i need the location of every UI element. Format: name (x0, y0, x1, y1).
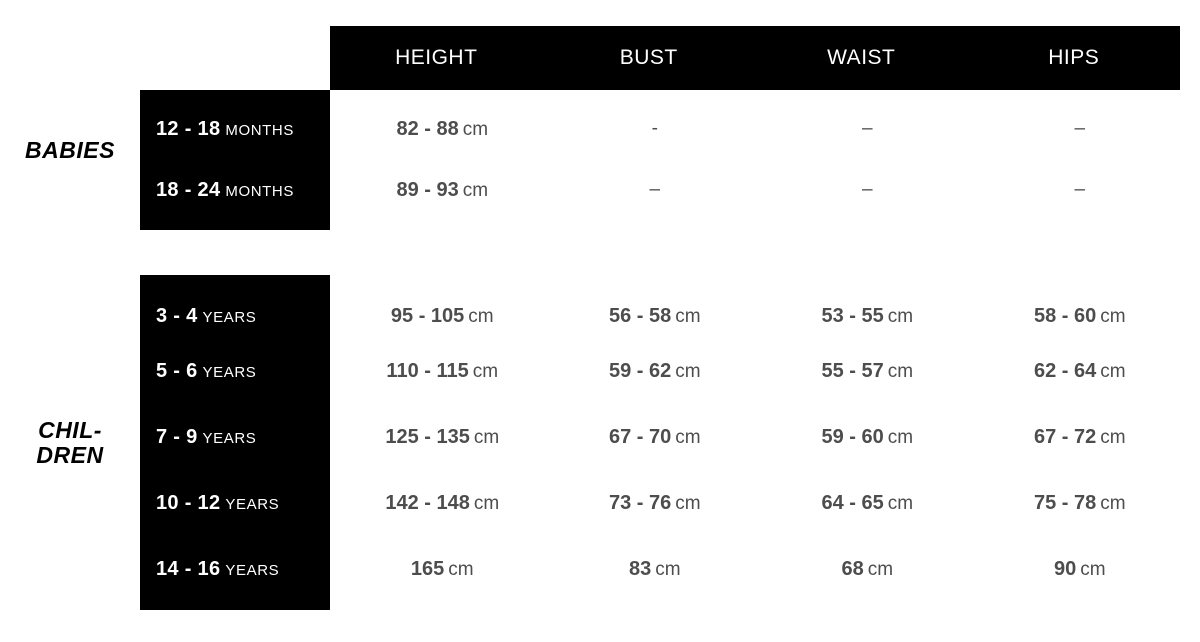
size-range: 5 - 6 (156, 359, 198, 382)
cell-hips: – (1074, 118, 1086, 139)
size-cell (140, 179, 330, 202)
cell-height: 95 - 105 cm (390, 304, 494, 327)
column-header-bust: BUST (619, 46, 678, 69)
cell-height: 89 - 93 cm (396, 178, 489, 201)
table-row (140, 538, 1180, 600)
cell-height: 125 - 135 cm (385, 425, 500, 448)
size-unit: MONTHS (225, 121, 294, 139)
size-range: 18 - 24 (156, 178, 221, 201)
cell-height: 110 - 115 cm (386, 359, 499, 382)
group-label-children-line1: CHIL- (38, 417, 102, 443)
size-unit: YEARS (225, 495, 280, 513)
measurement-cells (330, 98, 1180, 160)
table-row (140, 406, 1180, 468)
cell-bust: 83 cm (628, 557, 681, 580)
measurement-cells (330, 340, 1180, 402)
size-cell (140, 426, 330, 449)
cell-waist: 55 - 57 cm (821, 359, 914, 382)
size-unit: YEARS (202, 429, 257, 447)
cell-bust: – (649, 179, 661, 200)
size-range: 7 - 9 (156, 425, 198, 448)
cell-height: 165 cm (410, 557, 474, 580)
column-header-height: HEIGHT (395, 46, 478, 69)
cell-height: 142 - 148 cm (385, 491, 500, 514)
cell-waist: 68 cm (841, 557, 894, 580)
column-header-waist: WAIST (827, 46, 896, 69)
cell-bust: 56 - 58 cm (608, 304, 701, 327)
size-range: 14 - 16 (156, 557, 221, 580)
column-header-hips: HIPS (1048, 46, 1100, 69)
cell-hips: 62 - 64 cm (1033, 359, 1126, 382)
cell-bust: - (651, 118, 658, 139)
measurement-cells (330, 472, 1180, 534)
cell-bust: 67 - 70 cm (608, 425, 701, 448)
cell-hips: 67 - 72 cm (1033, 425, 1126, 448)
cell-hips: 75 - 78 cm (1033, 491, 1126, 514)
cell-waist: 64 - 65 cm (821, 491, 914, 514)
cell-hips: 90 cm (1053, 557, 1106, 580)
measurement-cells (330, 285, 1180, 347)
table-row (140, 285, 1180, 347)
cell-bust: 73 - 76 cm (608, 491, 701, 514)
group-label-babies: BABIES (25, 137, 115, 163)
size-range: 3 - 4 (156, 304, 198, 327)
size-range: 10 - 12 (156, 491, 221, 514)
cell-hips: 58 - 60 cm (1033, 304, 1126, 327)
table-row (140, 472, 1180, 534)
cell-waist: – (861, 179, 873, 200)
table-header-row (330, 26, 1180, 90)
size-unit: MONTHS (225, 182, 294, 200)
cell-height: 82 - 88 cm (396, 117, 489, 140)
size-range: 12 - 18 (156, 117, 221, 140)
cell-bust: 59 - 62 cm (608, 359, 701, 382)
size-cell (140, 360, 330, 383)
size-cell (140, 492, 330, 515)
cell-waist: 59 - 60 cm (821, 425, 914, 448)
cell-waist: 53 - 55 cm (821, 304, 914, 327)
size-unit: YEARS (202, 363, 257, 381)
size-cell (140, 305, 330, 328)
group-label-children-line2: DREN (36, 441, 104, 468)
size-unit: YEARS (225, 561, 280, 579)
cell-waist: – (861, 118, 873, 139)
group-label-children (0, 418, 140, 468)
table-row (140, 340, 1180, 402)
table-row (140, 159, 1180, 221)
measurement-cells (330, 538, 1180, 600)
table-row (140, 98, 1180, 160)
cell-hips: – (1074, 179, 1086, 200)
measurement-cells (330, 159, 1180, 221)
measurement-cells (330, 406, 1180, 468)
size-unit: YEARS (202, 308, 257, 326)
size-cell (140, 558, 330, 581)
size-cell (140, 118, 330, 141)
